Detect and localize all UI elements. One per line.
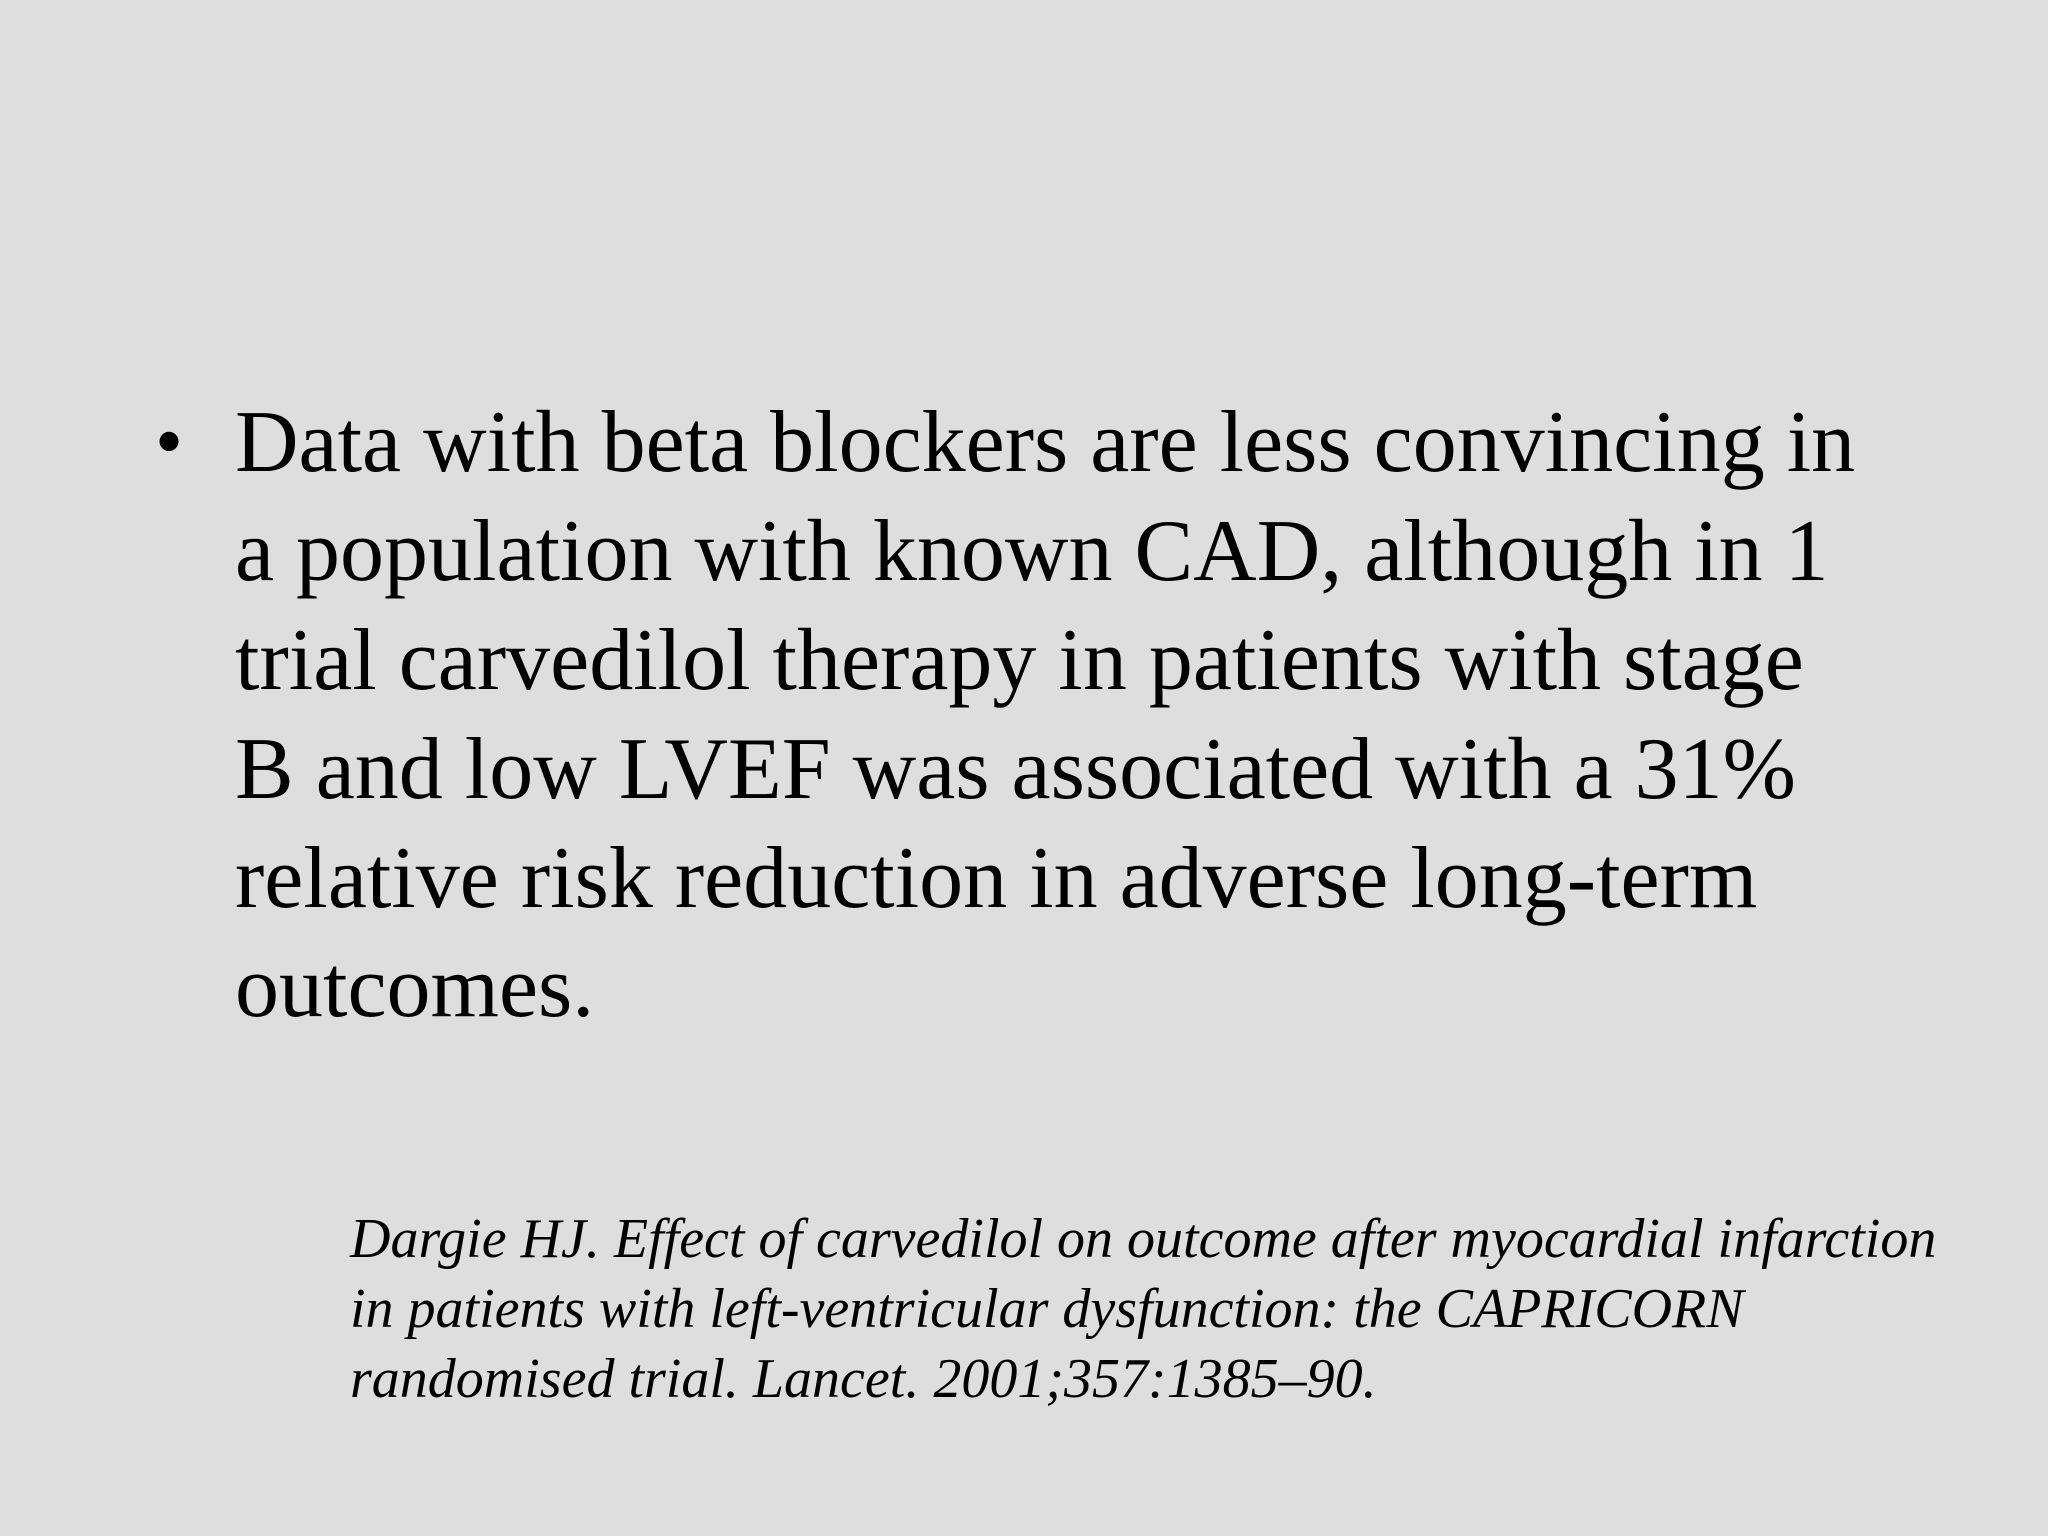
bullet-point	[155, 388, 1955, 1042]
bullet-line: a population with known CAD, although in 1	[235, 503, 1829, 600]
citation-line: Dargie HJ. Effect of carvedilol on outcome after myocardial infarction	[350, 1208, 1937, 1270]
citation-reference	[350, 1204, 2010, 1414]
bullet-line: trial carvedilol therapy in patients with stage	[235, 612, 1804, 709]
bullet-line: B and low LVEF was associated with a 31%	[235, 721, 1796, 818]
bullet-line: outcomes.	[235, 939, 595, 1036]
citation-line: randomised trial. Lancet. 2001;357:1385–90.	[350, 1348, 1377, 1410]
bullet-line: relative risk reduction in adverse long-term	[235, 830, 1758, 927]
bullet-line: Data with beta blockers are less convincing in	[235, 394, 1856, 491]
bullet-marker: •	[155, 398, 184, 486]
bullet-text	[235, 388, 1955, 1042]
citation-line: in patients with left-ventricular dysfunction: the CAPRICORN	[350, 1278, 1744, 1340]
